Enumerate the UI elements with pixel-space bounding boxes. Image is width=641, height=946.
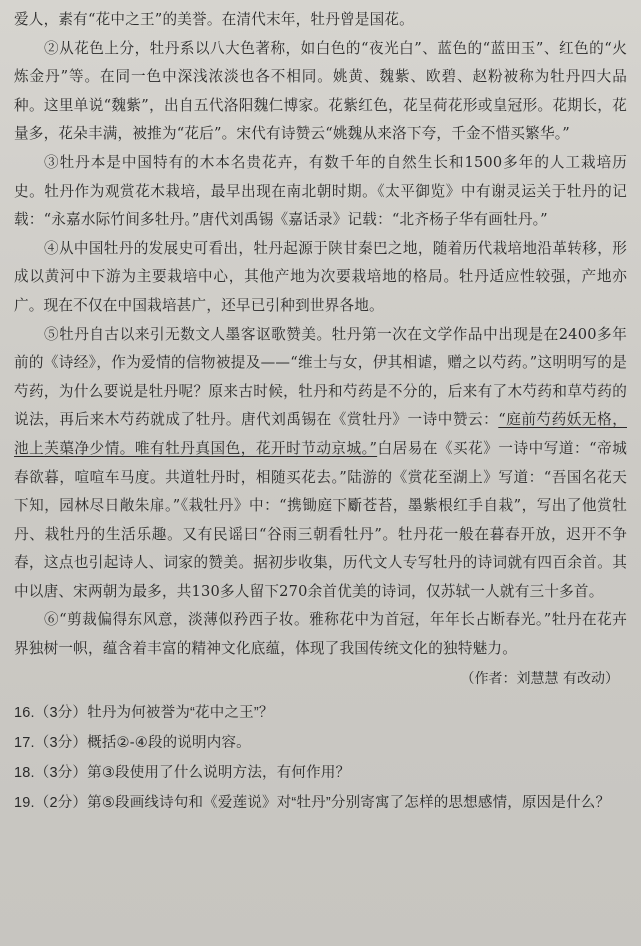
paragraph-1-tail: 爱人，素有“花中之王”的美誉。在清代末年，牡丹曾是国花。 [14,11,414,28]
paragraph-4: ④从中国牡丹的发展史可看出，牡丹起源于陕甘秦巴之地，随着历代栽培地沿革转移，形成以黄河中下游为主要栽培中心，其他产地为次要栽培地的格局。牡丹适应性较强，产地亦广。现在不仅在中国栽培甚广，还早已引种到世界各地。 [14,239,627,314]
question-18: 18.（3分）第③段使用了什么说明方法，有何作用？ [14,764,351,781]
paragraph-2: ②从花色上分，牡丹系以八大色著称，如白色的“夜光白”、蓝色的“蓝田玉”、红色的“火炼金丹”等。在同一色中深浅浓淡也各不相同。姚黄、魏紫、欧碧、赵粉被称为牡丹四大品种。这里单说“魏紫”，出自五代洛阳魏仁博家。花紫红色，花呈荷花形或皇冠形。花期长，花量多，花朵丰满，被推为“花后”。宋代有诗赞云“姚魏从来洛下夸，千金不惜买繁华。” [14,39,627,143]
paragraph-3: ③牡丹本是中国特有的木本名贵花卉，有数千年的自然生长和1500多年的人工栽培历史。牡丹作为观赏花木栽培，最早出现在南北朝时期。《太平御览》中有谢灵运关于牡丹的记载：“永嘉水际竹间多牡丹。”唐代刘禹锡《嘉话录》记载：“北齐杨子华有画牡丹。” [14,153,627,229]
underlined-poem: “庭前芍药妖无格，池上芙蕖净少情。唯有牡丹真国色，花开时节动京城。” [14,411,627,457]
question-16: 16.（3分）牡丹为何被誉为“花中之王”？ [14,704,274,721]
question-17: 17.（3分）概括②-④段的说明内容。 [14,734,251,751]
paragraph-5 [14,321,627,607]
paragraph-5-part-a: ⑤牡丹自古以来引无数文人墨客讴歌赞美。牡丹第一次在文学作品中出现是在2400多年前的《诗经》，作为爱情的信物被提及——“维士与女，伊其相谑，赠之以芍药。”这明明写的是芍药，为什么要说是牡丹呢？原来古时候，牡丹和芍药是不分的，后来有了木芍药和草芍药的说法，再后来木芍药就成了牡丹。唐代刘禹锡在《赏牡丹》一诗中赞云： [14,325,627,429]
paragraph-6: ⑥“剪裁偏得东风意，淡薄似矜西子妆。雅称花中为首冠，年年长占断春光。”牡丹在花卉界独树一帜，蕴含着丰富的精神文化底蕴，体现了我国传统文化的独特魅力。 [14,611,627,658]
paragraph-5-part-b: 白居易在《买花》一诗中写道：“帝城春欲暮，喧喧车马度。共道牡丹时，相随买花去。”陆游的《赏花至湖上》写道：“吾国名花天下知，园林尽日敞朱扉。”《栽牡丹》中：“携锄庭下斸苍苔，墨紫根红手自栽”，写出了他赏牡丹、栽牡丹的生活乐趣。又有民谣曰“谷雨三朝看牡丹”。牡丹花一般在暮春开放，迟开不争春，这点也引起诗人、词家的赞美。据初步收集，历代文人专写牡丹的诗词就有四百余首。其中以唐、宋两朝为最多，共130多人留下270余首优美的诗词，仅苏轼一人就有三十多首。 [14,439,627,600]
question-list [14,698,627,818]
author-credit: （作者：刘慧慧 有改动） [460,670,619,687]
question-19: 19.（2分）第⑤段画线诗句和《爱莲说》对“牡丹”分别寄寓了怎样的思想感情，原因是什么？ [14,794,611,811]
